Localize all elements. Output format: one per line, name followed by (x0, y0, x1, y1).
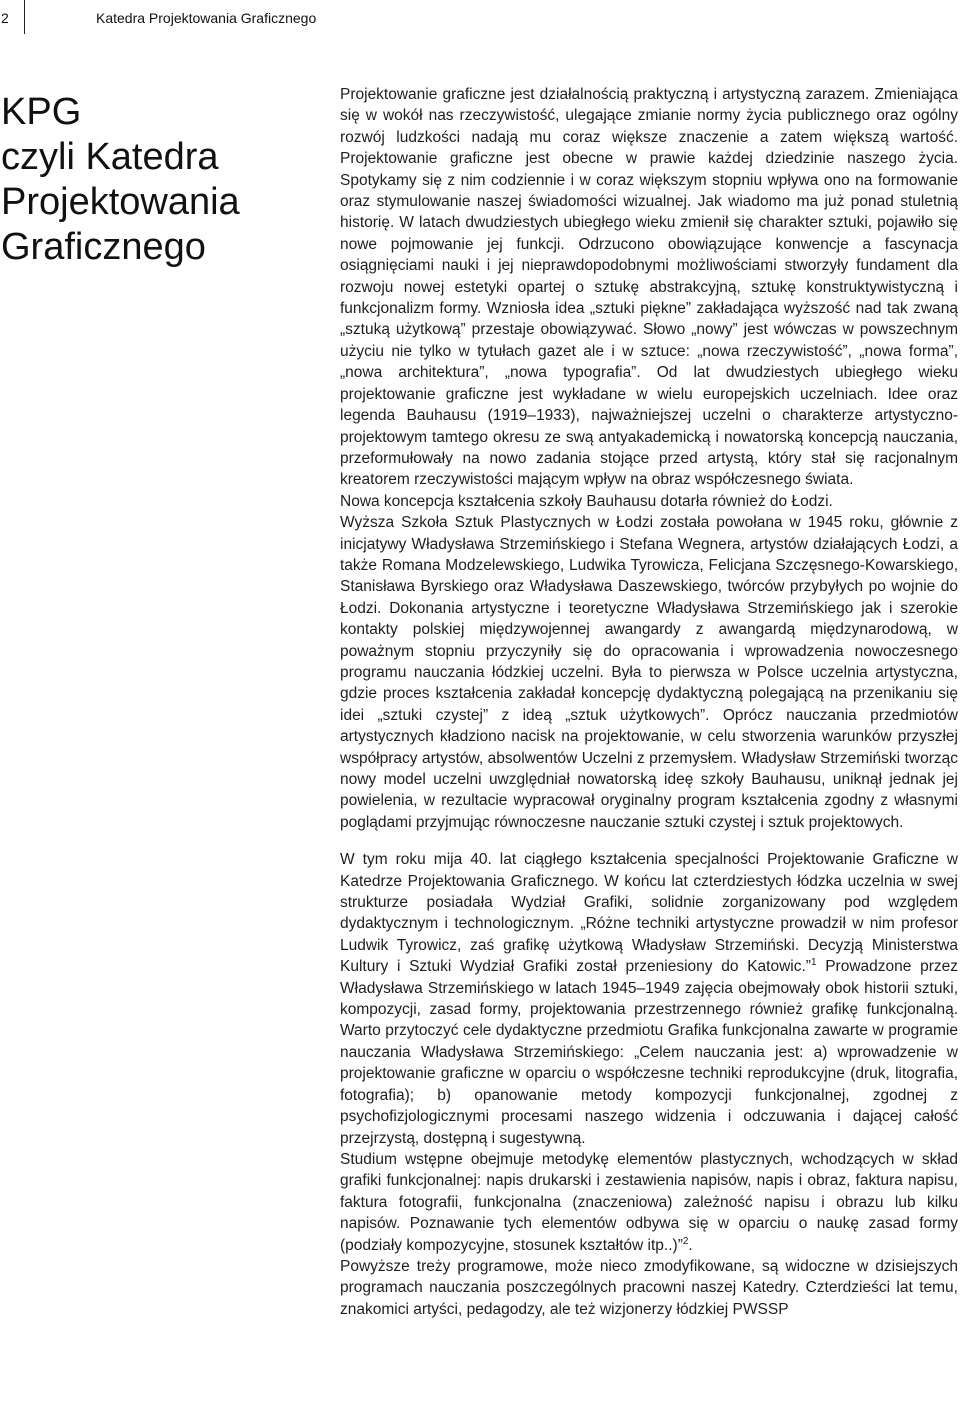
paragraph-text: Studium wstępne obejmuje metodykę elementów plastycznych, wchodzących w skład grafiki funkcjonalnej: napis drukarski i zestawienia napisów, napis i obraz, faktura napisu, faktura fotografii, funkcjonalna (znaczeniowa) zależność napisu i obrazu lub kilku napisów. Poznawanie tych elementów odbywa się w oparciu o naukę zasad formy (podziały kompozycyjne, stosunek kształtów itp..)” (340, 1150, 958, 1254)
section-title-line: KPG (1, 91, 82, 133)
footnote-ref-2[interactable]: 2 (682, 1235, 689, 1247)
paragraph-text: . (688, 1236, 693, 1254)
paragraph-studium (340, 1149, 958, 1256)
article-body (340, 84, 958, 1320)
paragraph-text: Prowadzone przez Władysława Strzemińskiego w latach 1945–1949 zajęcia obejmowały obok historii sztuki, kompozycji, zasad formy, projektowania przestrzennego również grafikę funkcjonalną. Warto przytoczyć cele dydaktyczne przedmiotu Grafika funkcjonalna zawarte w programie nauczania Władysława Strzemińskiego: „Celem nauczania jest: a) wprowadzenie w projektowanie graficzne w oparciu o współczesne techniki reprodukcyjne (druk, litografia, fotografia); b) opanowanie metody kompozycji funkcjonalnej, zgodnej z psychofizjologicznymi procesami naszego widzenia i odczuwania i dającej całość przejrzystą, dostępną i sugestywną. (340, 958, 958, 1147)
section-title-line: czyli Katedra (1, 136, 219, 178)
paragraph-closing: Powyższe treży programowe, może nieco zmodyfikowane, są widoczne w dzisiejszych programach nauczania poszczególnych pracowni naszej Katedry. Czterdzieści lat temu, znakomici artyści, pedagodzy, ale też wizjonerzy łódzkiej PWSSP (340, 1257, 958, 1318)
page-header (0, 0, 960, 36)
paragraph-history: Wyższa Szkoła Sztuk Plastycznych w Łodzi została powołana w 1945 roku, głównie z inicjatywy Władysława Strzemińskiego i Stefana Wegnera, artystów działających Łodzi, a także Romana Modzelewskiego, Ludwika Tyrowicza, Felicjana Szczęsnego-Kowarskiego, Stanisława Byrskiego oraz Władysława Daszewskiego, twórców przybyłych po wojnie do Łodzi. Dokonania artystyczne i teoretyczne Władysława Strzemińskiego jak i szerokie kontakty polskiej międzywojennej awangardy z awangardą międzynarodową, w poważnym stopniu przyczyniły się do opracowania i wprowadzenia nowoczesnego programu nauczania łódzkiej uczelni. Była to pierwsza w Polsce uczelnia artystyczna, gdzie proces kształcenia zakładał koncepcję dydaktyczną polegającą na przenikaniu się idei „sztuki czystej” z ideą „sztuk użytkowych”. Oprócz nauczania przedmiotów artystycznych kładziono nacisk na projektowanie, w celu stworzenia warunków przyszłej współpracy artystów, absolwentów Uczelni z przemysłem. Władysław Strzemiński tworząc nowy model uczelni uwzględniał nowatorską ideę szkoły Bauhausu, uniknął jednak jej powielenia, w rezultacie wypracował oryginalny program kształcenia zgodny z własnymi poglądami przyjmując równoczesne nauczanie sztuki czystej i sztuk projektowych. (340, 514, 958, 831)
paragraph-tyrowicz (340, 849, 958, 1149)
paragraph-intro: Projektowanie graficzne jest działalnością praktyczną i artystyczną zarazem. Zmieniająca się w wokół nas rzeczywistość, ulegające zmianie normy życia publicznego oraz ogólny rozwój ludzkości nadają mu coraz większe znaczenie a zatem większą wartość. Projektowanie graficzne jest obecne w prawie każdej dziedzinie naszego życia. Spotykamy się z nim codziennie i w coraz większym stopniu wpływa ono na formowanie oraz stymulowanie naszej świadomości wizualnej. Jak wiadomo ma już ponad stuletnią historię. W latach dwudziestych ubiegłego wieku zmienił się charakter sztuki, pojawiło się nowe pojmowanie jej funkcji. Odrzucono obowiązujące konwencje a fascynacja osiągnięciami nauki i jej nieprawdopodobnymi możliwościami stworzyły fundament dla rozwoju nowej estetyki opartej o sztukę abstrakcyjną, sztukę konstruktywistyczną i funkcjonalizm formy. Wzniosła idea „sztuki piękne” zakładająca wyższość nad tak zwaną „sztuką użytkową” przestaje obowiązywać. Słowo „nowy” jest wówczas w powszechnym użyciu nie tylko w tytułach gazet ale i w sztuce: „nowa rzeczywistość”, „nowa forma”, „nowa architektura”, „nowa typografia”. Od lat dwudziestych ubiegłego wieku projektowanie graficzne jest wykładane w wielu europejskich uczelniach. Idee oraz legenda Bauhausu (1919–1933), najważniejszej uczelni o charakterze artystyczno-projektowym tamtego okresu ze swą antyakademicką i nowatorską koncepcją nauczania, przeformułowały na nowo zadania stojące przed artystą, który stał się racjonalnym kreatorem rzeczywistości mającym wpływ na obraz współczesnego świata. (340, 86, 958, 489)
section-title-line: Projektowania (1, 181, 240, 223)
paragraph-bauhaus-lodz: Nowa koncepcja kształcenia szkoły Bauhausu dotarła również do Łodzi. (340, 492, 833, 510)
running-title: Katedra Projektowania Graficznego (96, 10, 317, 26)
section-title (1, 90, 301, 270)
page-number: 2 (1, 10, 9, 26)
paragraph-text: W tym roku mija 40. lat ciągłego kształcenia specjalności Projektowanie Graficzne w Katedrze Projektowania Graficznego. W końcu lat czterdziestych łódzka uczelnia w swej strukturze posiadała Wydział Grafiki, solidnie zorganizowany pod względem dydaktycznym i technologicznym. „Różne techniki artystyczne prowadził w nim profesor Ludwik Tyrowicz, zaś grafikę użytkową Władysław Strzemiński. Decyzją Ministerstwa Kultury i Sztuki Wydział Grafiki został przeniesiony do Katowic.” (340, 851, 958, 976)
header-divider (24, 0, 25, 34)
footnote-ref-1[interactable]: 1 (810, 957, 817, 969)
section-title-line: Graficznego (1, 226, 206, 268)
